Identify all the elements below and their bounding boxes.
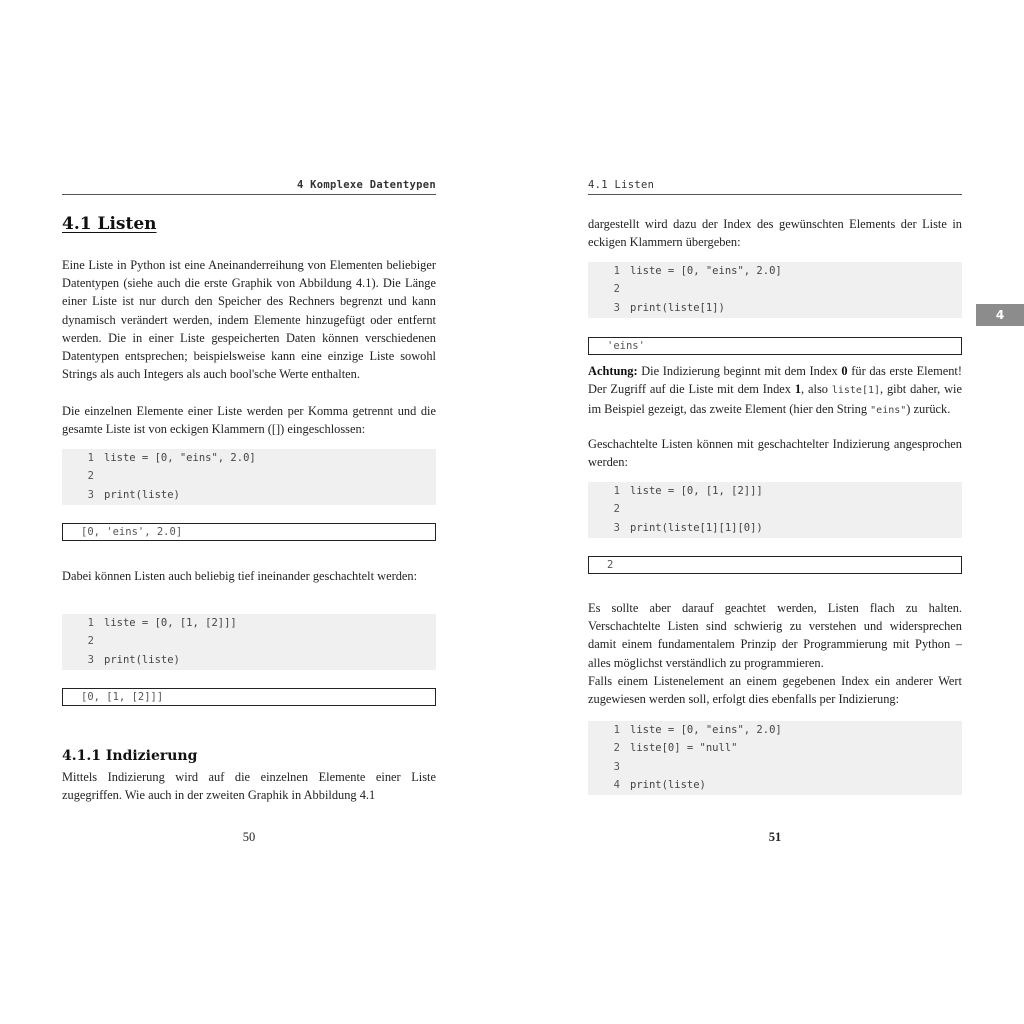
code-text: liste = [0, "eins", 2.0] [630, 265, 782, 277]
code-line [62, 614, 436, 632]
page-number: 51 [768, 830, 782, 844]
text: für das erste Element! Der Zugriff auf die Liste mit dem Index [588, 364, 962, 397]
achtung-label: Achtung: [588, 364, 638, 378]
code-text: print(liste[1]) [630, 301, 725, 314]
code-line [588, 776, 962, 794]
code-line [62, 486, 436, 504]
subsection-title: 4.1.1 Indizierung [62, 748, 198, 764]
code-text: liste = [0, [1, [2]]] [630, 485, 763, 497]
paragraph: Geschachtelte Listen können mit geschachtelter Indizierung angesprochen werden: [588, 437, 962, 470]
text: ) zurück. [906, 402, 951, 417]
paragraph: Dabei können Listen auch beliebig tief ineinander geschachtelt werden: [62, 569, 418, 583]
line-number: 1 [613, 485, 620, 497]
code-line [588, 482, 962, 500]
code-line [588, 500, 962, 518]
line-number: 1 [87, 452, 94, 464]
code-block [588, 721, 962, 795]
code-line [62, 449, 436, 467]
code-line [62, 651, 436, 669]
code-text: print(liste) [104, 653, 180, 666]
output-box: 'eins' [588, 337, 962, 355]
code-text: print(liste[1][1][0]) [630, 521, 763, 534]
inline-code: "eins" [870, 405, 907, 417]
line-number: 3 [613, 760, 620, 773]
output-box: 2 [588, 556, 962, 574]
bold-number: 0 [841, 364, 848, 378]
text: , gibt daher, wie im Beispiel gezeigt, das zweite Element (hier den String [588, 382, 962, 417]
paragraph: dargestellt wird dazu der Index des gewünschten Elements der Liste in eckigen Klammern übergeben: [588, 217, 962, 250]
output-box: [0, 'eins', 2.0] [62, 523, 436, 541]
code-block [588, 262, 962, 318]
code-text: print(liste) [104, 488, 180, 501]
code-line [588, 299, 962, 317]
inline-code: liste[1] [831, 385, 881, 397]
code-line [62, 467, 436, 485]
code-text: liste[0] = "null" [630, 742, 738, 755]
code-line [62, 632, 436, 650]
code-text: liste = [0, "eins", 2.0] [104, 452, 256, 464]
code-line [588, 519, 962, 537]
code-line [588, 758, 962, 776]
section-title: 4.1 Listen [62, 214, 157, 234]
paragraph: Eine Liste in Python ist eine Aneinanderreihung von Elementen beliebiger Datentypen (siehe auch die erste Graphik von Abbildung 4.1). Die Länge einer Liste ist nur durch den Speicher des Rechners begrenzt und kann dynamisch verändert werden, indem Elemente hinzugefügt oder entfernt werden. Die in einer Liste gespeicherten Daten können verschiedenen Datentypen entsprechen; beispielsweise kann eine einzige Liste sowohl Strings als auch Integers als auch bool'sche Werte enthalten. [62, 258, 436, 382]
achtung-paragraph [588, 362, 962, 421]
line-number: 3 [613, 301, 620, 314]
code-block [588, 482, 962, 538]
code-line [588, 721, 962, 739]
text: Die Indizierung beginnt mit dem Index [637, 364, 842, 378]
code-block [62, 449, 436, 505]
line-number: 2 [87, 635, 94, 648]
page-number: 50 [242, 830, 256, 844]
running-head: 4.1 Listen [588, 179, 962, 195]
line-number: 1 [613, 724, 620, 736]
line-number: 1 [87, 617, 94, 629]
bold-number: 1 [794, 382, 802, 397]
code-text: liste = [0, "eins", 2.0] [630, 724, 782, 736]
line-number: 4 [613, 778, 620, 791]
code-text: liste = [0, [1, [2]]] [104, 617, 237, 629]
line-number: 3 [613, 521, 620, 534]
line-number: 1 [613, 265, 620, 277]
code-line [588, 262, 962, 280]
line-number: 3 [87, 653, 94, 666]
code-line [588, 280, 962, 298]
paragraph: Es sollte aber darauf geachtet werden, Listen flach zu halten. Verschachtelte Listen sind schwierig zu verstehen und widersprechen damit einem fundamentalem Prinzip der Programmierung mit Python – alles möglichst verständlich zu programmieren. [588, 601, 962, 670]
paragraph: Falls einem Listenelement an einem gegebenen Index ein anderer Wert zugewiesen werden soll, erfolgt dies ebenfalls per Indizierung: [588, 674, 962, 707]
code-text: print(liste) [630, 778, 706, 791]
output-box: [0, [1, [2]]] [62, 688, 436, 706]
text: , also [801, 382, 832, 397]
code-block [62, 614, 436, 670]
line-number: 3 [87, 488, 94, 501]
line-number: 2 [613, 283, 620, 296]
paragraph: Mittels Indizierung wird auf die einzelnen Elemente einer Liste zugegriffen. Wie auch in der zweiten Graphik in Abbildung 4.1 [62, 770, 436, 803]
line-number: 2 [613, 503, 620, 516]
code-line [588, 739, 962, 757]
line-number: 2 [613, 742, 620, 755]
running-head: 4 Komplexe Datentypen [62, 179, 436, 195]
chapter-thumb-tab: 4 [976, 304, 1024, 326]
line-number: 2 [87, 470, 94, 483]
paragraph: Die einzelnen Elemente einer Liste werden per Komma getrennt und die gesamte Liste ist von eckigen Klammern ([]) eingeschlossen: [62, 404, 436, 437]
